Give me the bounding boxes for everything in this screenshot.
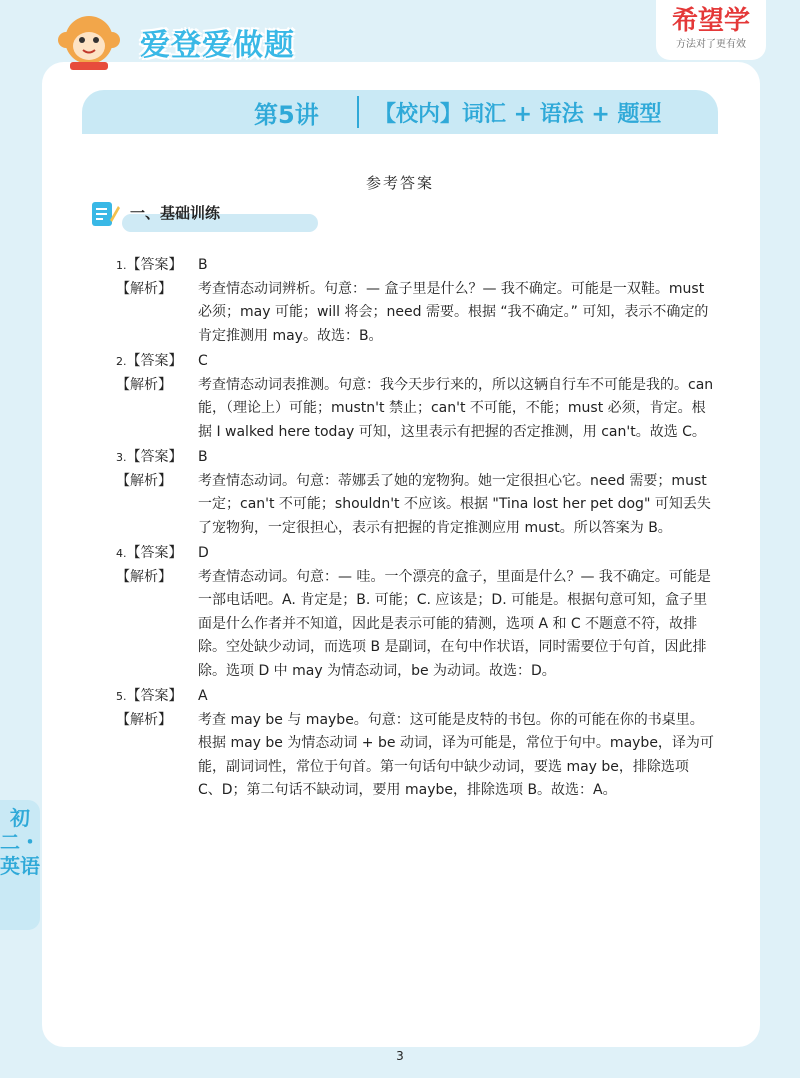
analysis-label: 【解析】 [116, 711, 172, 728]
analysis-text: 考查情态动词。句意：— 哇。一个漂亮的盒子，里面是什么？— 我不确定。可能是一部电话吧。A. 肯定是；B. 可能；C. 应该是；D. 可能是。根据句意可知，盒子里面是什么作者并不知道，因此是表示可能的猜测，选项 A 和 C 不题意不符，故排除。空处缺少动词，而选项 B 是副词，在句中作状语，同时需要位于句首，因此排除。选项 D 中 may 为情态动词，be 为动词。故选：D。 [198, 568, 711, 679]
answer-label: 【答案】 [126, 545, 183, 561]
logo-title: 爱登爱做题 [140, 28, 295, 63]
brand-logo [656, 0, 766, 60]
analysis-text: 考查 may be 与 maybe。句意：这可能是皮特的书包。你的可能在你的书桌里。根据 may be 为情态动词 + be 动词，译为可能是，常位于句中。maybe，译为可能，副词词性，常位于句首。第一句话句中缺少动词，要选 may be，排除选项 C、D；第二句话不缺动词，要用 maybe，排除选项 B。故选：A。 [198, 711, 714, 798]
answer-value: B [198, 257, 208, 273]
lesson-banner [82, 90, 718, 134]
banner-divider [357, 96, 359, 128]
analysis-text: 考查情态动词辨析。句意：— 盒子里是什么？— 我不确定。可能是一双鞋。must 必须；may 可能；will 将会；need 需要。根据 “我不确定。” 可知，表示不确定的肯定推测用 may。故选：B。 [198, 280, 709, 344]
answer-value: B [198, 449, 208, 465]
answer-label: 【答案】 [126, 353, 183, 369]
analysis-label: 【解析】 [116, 568, 172, 585]
analysis-label: 【解析】 [116, 280, 172, 297]
answer-list [116, 254, 716, 805]
lesson-number: 第5讲 [254, 101, 319, 129]
question-number: 3. [116, 451, 127, 464]
answer-value: C [198, 353, 208, 369]
question-number: 4. [116, 547, 127, 560]
answer-label: 【答案】 [126, 257, 183, 273]
list-item [116, 254, 716, 348]
answer-label: 【答案】 [126, 688, 183, 704]
list-item [116, 685, 716, 803]
analysis-text: 考查情态动词。句意：蒂娜丢了她的宠物狗。她一定很担心它。need 需要；must 一定；can't 不可能；shouldn't 不应该。根据 "Tina lost her pet dog" 可知丢失了宠物狗，一定很担心，表示有把握的肯定推测应用 must。所以答案为 B。 [198, 472, 711, 536]
analysis-label: 【解析】 [116, 472, 172, 489]
logo [40, 6, 310, 76]
answer-value: A [198, 688, 208, 704]
list-item [116, 446, 716, 540]
analysis-text: 考查情态动词表推测。句意：我今天步行来的，所以这辆自行车不可能是我的。can 能，（理论上）可能；mustn't 禁止；can't 不可能，不能；must 必须，肯定。根据 I walked here today 可知，这里表示有把握的否定推测，用 can't。故选 C。 [198, 376, 714, 440]
section-heading [90, 198, 240, 234]
monkey-mascot-icon [58, 10, 120, 72]
notepad-pencil-icon [90, 198, 120, 228]
page-number: 3 [396, 1049, 404, 1063]
answer-value: D [198, 545, 209, 561]
question-number: 1. [116, 259, 127, 272]
answer-label: 【答案】 [126, 449, 183, 465]
analysis-label: 【解析】 [116, 376, 172, 393]
list-item [116, 350, 716, 444]
lesson-topic: 【校内】词汇 + 语法 + 题型 [374, 102, 662, 127]
list-item [116, 542, 716, 683]
side-subject-tab: 初二・英语 [0, 800, 40, 930]
question-number: 2. [116, 355, 127, 368]
question-number: 5. [116, 690, 127, 703]
brand-name: 希望学 [671, 6, 750, 36]
brand-slogan: 方法对了更有效 [676, 39, 746, 50]
doc-title: 参考答案 [365, 174, 434, 192]
section-title: 一、基础训练 [130, 204, 221, 222]
